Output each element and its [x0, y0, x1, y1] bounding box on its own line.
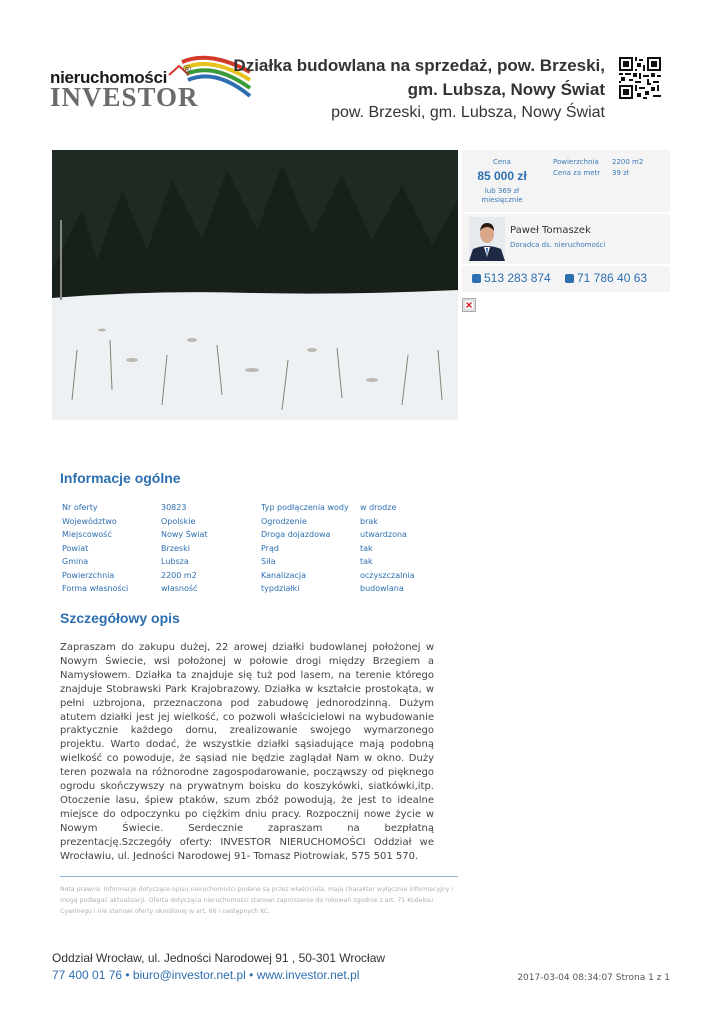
price-per-meter-value: 39 zł	[612, 169, 629, 177]
info-label: Województwo	[62, 516, 117, 526]
listing-title-line1: Działka budowlana na sprzedaż, pow. Brzeski,	[233, 56, 605, 75]
company-logo	[50, 52, 255, 112]
price-label: Cena	[493, 158, 511, 166]
info-label: typdziałki	[261, 584, 300, 593]
info-label: Powiat	[62, 543, 89, 553]
area-value: 2200 m2	[612, 158, 644, 166]
footer-address: Oddział Wrocław, ul. Jedności Narodowej 91 , 50-301 Wrocław	[52, 951, 386, 965]
info-value: budowlana	[360, 584, 404, 593]
info-value: oczyszczalnia	[360, 570, 415, 580]
legal-divider	[60, 876, 458, 877]
footer-contact[interactable]: 77 400 01 76 • biuro@investor.net.pl • www.investor.net.pl	[52, 968, 360, 982]
broken-image-icon	[462, 298, 476, 312]
info-value: Brzeski	[161, 543, 190, 553]
listing-location: pow. Brzeski, gm. Lubsza, Nowy Świat	[331, 104, 605, 121]
logo-text-bottom: INVESTOR	[50, 82, 199, 112]
info-label: Gmina	[62, 557, 89, 566]
price-per-meter-label: Cena za metr	[553, 169, 601, 177]
info-value: 30823	[161, 503, 187, 512]
agent-role: Doradca ds. nieruchomości	[510, 241, 606, 249]
info-label: Powierzchnia	[62, 570, 115, 580]
info-label: Typ podłączenia wody	[261, 503, 349, 512]
info-label: Prąd	[261, 543, 279, 553]
price-monthly-line2: miesięcznie	[481, 196, 523, 204]
agent-card	[462, 214, 670, 264]
agent-photo	[469, 217, 505, 261]
info-value: Lubsza	[161, 557, 189, 566]
info-label: Forma własności	[62, 584, 129, 593]
info-value: brak	[360, 516, 378, 526]
info-value: Opolskie	[161, 516, 196, 526]
info-value: utwardzona	[360, 530, 407, 539]
info-value: własność	[161, 584, 198, 593]
phone-box	[462, 266, 670, 292]
info-value: 2200 m2	[161, 570, 197, 580]
listing-title-line2: gm. Lubsza, Nowy Świat	[407, 80, 605, 99]
phone-mobile[interactable]	[472, 271, 551, 285]
general-info-title: Informacje ogólne	[60, 470, 181, 486]
price-monthly-line1: lub 369 zł	[484, 187, 520, 195]
info-value: tak	[360, 543, 373, 553]
area-label: Powierzchnia	[553, 158, 599, 166]
info-label: Droga dojazdowa	[261, 530, 331, 539]
footer-date-page: 2017-03-04 08:34:07 Strona 1 z 1	[517, 973, 670, 983]
phone-office-number: 71 786 40 63	[577, 271, 648, 285]
description-text: Zapraszam do zakupu dużej, 22 arowej działki budowlanej położonej w Nowym Świecie, wsi położonej w połowie drogi między Brzegiem a Namysłowem. Działka ta znajduje się tuż pod lasem, na terenie którego znajduje Stobrawski Park Krajobrazowy. Działka w kształcie prostokąta, w pełni uzbrojona, przeznaczona pod zabudowę jednorodzinną. Dużym atutem działki jest jej wielkość, co pozwoli właścicielowi na wybudowanie praktycznie każdego domu, zrealizowanie swojego wymarzonego projektu. Warto dodać, że wszystkie działki sąsiadujące mają podobną wielkość co powoduje, że sąsiad nie będzie zaglądał Nam w okno. Duży teren pozwala na różnorodne zagospodarowanie, począwszy od pięknego ogrodu skończywszy na prywatnym boisku do koszykówki, siatkówki,itp. Otoczenie lasu, śpiew ptaków, szum zbóż powodują, że jest to idealne miejsce do odpoczynku po ciężkim dniu pracy. Rozpocznij nowe życie w Nowym Świecie. Serdecznie zapraszam na bezpłatną prezentację.Szczegóły oferty: INVESTOR NIERUCHOMOŚCI Oddział we Wrocławiu, ul. Jedności Narodowej 91- Tomasz Piotrowiak, 575 501 570.	[60, 642, 434, 862]
info-label: Kanalizacja	[261, 570, 307, 580]
info-value: w drodze	[360, 503, 397, 512]
info-value: Nowy Świat	[161, 530, 208, 539]
phone-icon	[565, 274, 574, 283]
info-label: Nr oferty	[62, 503, 98, 512]
price-value: 85 000 zł	[477, 169, 527, 183]
phone-icon	[472, 274, 481, 283]
agent-name: Paweł Tomaszek	[510, 225, 591, 236]
info-label: Ogrodzenie	[261, 516, 307, 526]
info-label: Siła	[261, 557, 276, 566]
phone-office[interactable]	[565, 271, 647, 285]
legal-note: Nota prawna: Informacje dotyczące opisu nieruchomości podane są przez właściciela, mają charakter wyłącznie informacyjny i mogą podlegać aktualizacji. Oferta dotycząca nieruchomości stanowi zaproszenie do rokowań zgodnie z art. 71 Kodeksu Cywilnego i nie stanowi oferty określonej w art. 66 i następnych KC.	[60, 886, 454, 915]
price-box	[462, 150, 670, 212]
info-label: Miejscowość	[62, 530, 112, 539]
qr-code-icon	[619, 57, 661, 99]
logo-text-top: nieruchomości	[50, 68, 168, 87]
registered-mark: ®	[183, 64, 192, 76]
phone-mobile-number: 513 283 874	[484, 271, 551, 285]
info-value: tak	[360, 557, 373, 566]
description-title: Szczegółowy opis	[60, 610, 180, 626]
property-photo[interactable]	[52, 150, 458, 420]
